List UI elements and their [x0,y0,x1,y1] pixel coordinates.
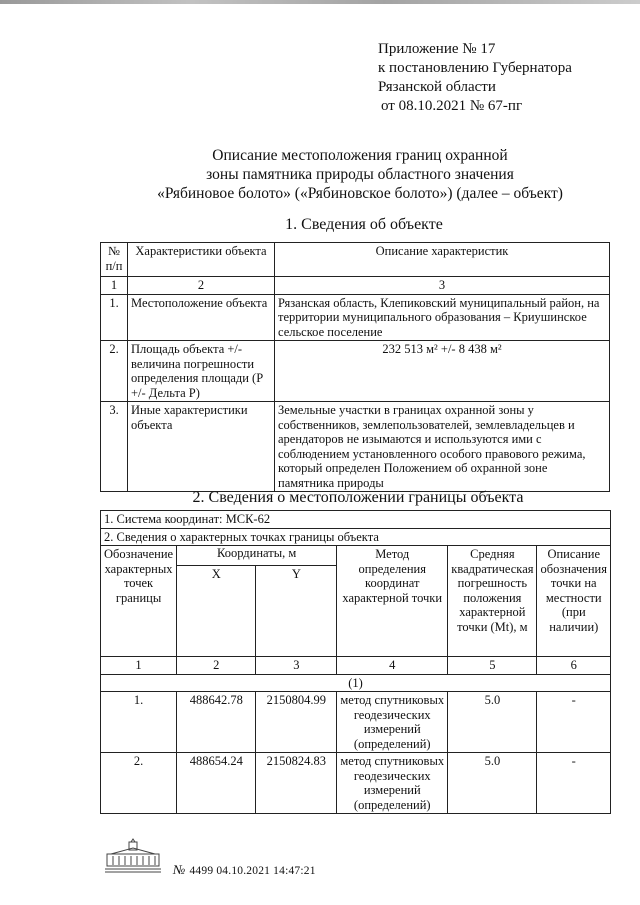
header-point-description: Описание обозначения точки на местности (при наличии) [537,546,611,657]
point-method: метод спутниковых геодезических измерений (определений) [337,753,448,814]
row-desc: Рязанская область, Клепиковский муниципальный район, на территории муниципального образования – Криушинское сельское поселение [275,294,610,341]
part-label: (1) [101,674,611,692]
numbering-cell: 5 [448,657,537,675]
point-x: 488642.78 [177,692,256,753]
row-name: Местоположение объекта [128,294,275,341]
numbering-cell: 1 [101,657,177,675]
section2-heading: 2. Сведения о местоположении границы объекта [192,489,524,506]
row-name: Площадь объекта +/- величина погрешности определения площади (Р +/- Дельта Р) [128,341,275,402]
point-method: метод спутниковых геодезических измерений (определений) [337,692,448,753]
header-method: Метод определения координат характерной точки [337,546,448,657]
registration-info: 4499 04.10.2021 14:47:21 [189,865,316,877]
point-desc: - [537,753,611,814]
coord-system: 1. Система координат: МСК-62 [101,511,611,529]
point-id: 1. [101,692,177,753]
document-title [100,146,620,203]
point-y: 2150804.99 [256,692,337,753]
row-desc-area: 232 513 м² +/- 8 438 м² [275,341,610,402]
numbering-cell: 2 [177,657,256,675]
building-stamp-icon [103,838,163,874]
title-line-1: Описание местоположения границ охранной [212,147,508,164]
header-y: Y [256,566,337,657]
number-symbol: № [173,862,186,877]
object-info-table [100,242,610,492]
row-name: Иные характеристики объекта [128,402,275,492]
point-id: 2. [101,753,177,814]
header-description: Описание характеристик [275,243,610,277]
points-info: 2. Сведения о характерных точках границы объекта [101,528,611,546]
header-designation: Обозначение характерных точек границы [101,546,177,657]
header-characteristic: Характеристики объекта [128,243,275,277]
numbering-cell: 3 [275,277,610,295]
coordinates-table [100,510,611,814]
appendix-block [378,40,572,116]
appendix-line-4: от 08.10.2021 № 67-пг [381,98,523,114]
title-line-2: зоны памятника природы областного значения [206,166,514,183]
point-desc: - [537,692,611,753]
point-x: 488654.24 [177,753,256,814]
section1-heading: 1. Сведения об объекте [285,216,443,233]
header-num: № п/п [101,243,128,277]
appendix-line-1: Приложение № 17 [378,41,496,57]
document-footer [173,862,316,878]
header-x: X [177,566,256,657]
point-mt: 5.0 [448,692,537,753]
title-line-3: «Рябиновое болото» («Рябиновское болото») (далее – объект) [157,185,563,202]
row-num: 1. [101,294,128,341]
row-num: 3. [101,402,128,492]
numbering-cell: 3 [256,657,337,675]
header-coords: Координаты, м [177,546,337,566]
numbering-cell: 2 [128,277,275,295]
numbering-cell: 1 [101,277,128,295]
point-y: 2150824.83 [256,753,337,814]
point-mt: 5.0 [448,753,537,814]
scan-edge [0,0,640,4]
row-num: 2. [101,341,128,402]
appendix-line-3: Рязанской области [378,79,496,95]
numbering-cell: 6 [537,657,611,675]
numbering-cell: 4 [337,657,448,675]
appendix-line-2: к постановлению Губернатора [378,60,572,76]
header-accuracy: Средняя квадратическая погрешность положения характерной точки (Mt), м [448,546,537,657]
row-desc: Земельные участки в границах охранной зоны у собственников, землепользователей, землевладельцев и арендаторов не изымаются и используются ими с соблюдением установленного особого правового режима, который определен Положением об охранной зоне памятника природы [275,402,610,492]
